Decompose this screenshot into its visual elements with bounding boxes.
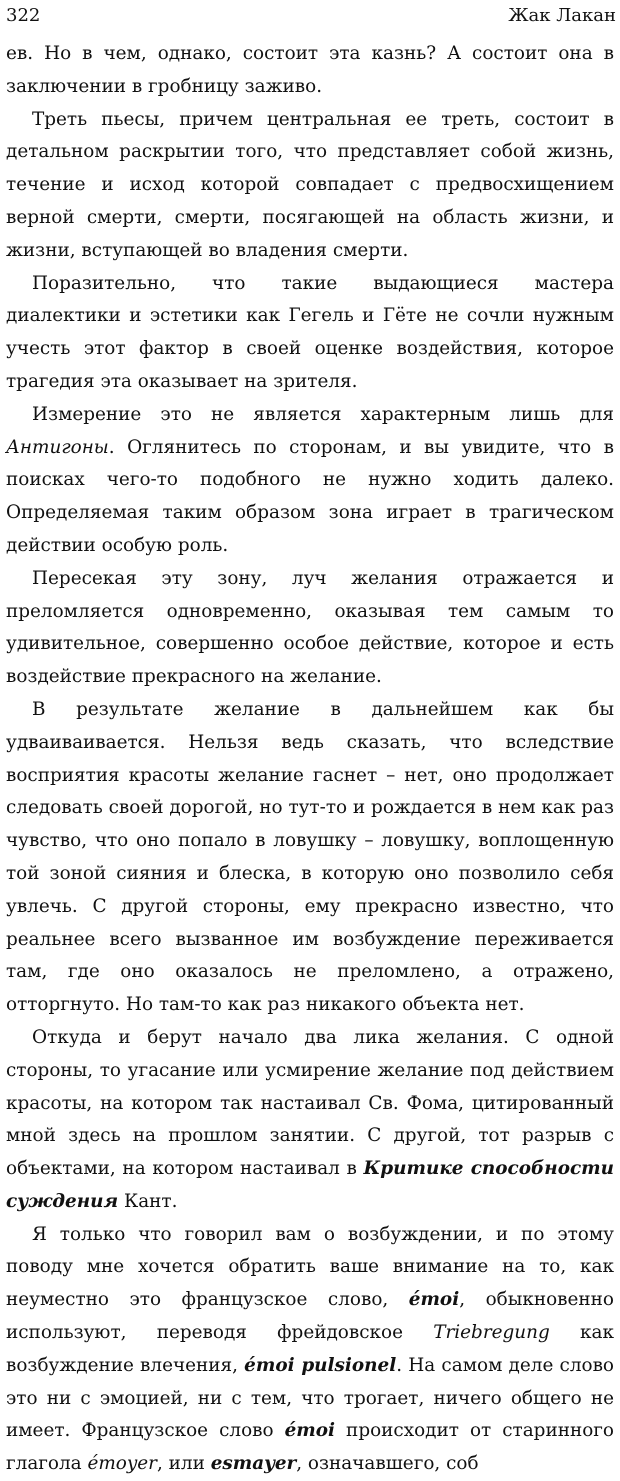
paragraph (6, 268, 614, 399)
paragraph (6, 563, 614, 694)
page-header (6, 0, 616, 30)
paragraph (6, 694, 614, 1022)
italic-text: Triebregung (433, 1322, 550, 1344)
emphasized-text: Критике способности суждения (6, 1158, 614, 1212)
paragraph (6, 1022, 614, 1219)
paragraph (6, 399, 614, 563)
emphasized-text: esmayer (210, 1453, 297, 1475)
text-run: Измерение это не является характерным лишь для (32, 403, 614, 425)
text-run: Треть пьесы, причем центральная ее треть, состоит в детальном раскрытии того, что представляет собой жизнь, течение и исход которой совпадает с предвосхищением верной смерти, смерти, посягающей на область жизни, и жизни, вступающей во владения смерти. (6, 108, 614, 261)
text-run: Пересекая эту зону, луч желания отражается и преломляется одновременно, оказывая тем самым то удивительное, совершенно особое действие, которое и есть воздействие прекрасного на желание. (6, 567, 614, 688)
body-text (6, 38, 614, 1481)
text-run: , обыкновенно используют, переводя фрейдовское (6, 1289, 614, 1344)
text-run: ев. Но в чем, однако, состоит эта казнь? А состоит она в заключении в гробницу заживо. (6, 43, 614, 97)
page-number: 322 (6, 4, 41, 26)
text-run: . На самом деле слово это ни с эмоцией, ни с тем, что трогает, ничего общего не имеет. Французское слово (6, 1354, 614, 1442)
text-run: Я только что говорил вам о возбуждении, и по этому поводу мне хочется обратить ваше внимание на то, как неуместно это французское слово, (6, 1223, 614, 1311)
paragraph (6, 38, 614, 104)
text-run: В результате желание в дальнейшем как бы удваиваивается. Нельзя ведь сказать, что вследствие восприятия красоты желание гаснет – нет, оно продолжает следовать своей дорогой, но тут-то и рождается в нем как раз чувство, что оно попало в ловушку – ловушку, воплощенную той зоной сияния и блеска, в которую оно позволило себя увлечь. С другой стороны, ему прекрасно известно, что реальнее всего вызванное им возбуждение переживается там, где оно оказалось не преломлено, а отражено, отторгнуто. Но там-то как раз никакого объекта нет. (6, 698, 614, 1016)
text-run: , означавшего, соб (296, 1453, 479, 1475)
emphasized-text: émoi (408, 1289, 460, 1311)
emphasized-text: émoi (284, 1420, 336, 1442)
emphasized-text: émoi pulsionel (244, 1354, 397, 1376)
text-run: Откуда и берут начало два лика желания. С одной стороны, то угасание или усмирение желание под действием красоты, на котором так настаивал Св. Фома, цитированный мной здесь на прошлом занятии. С другой, тот разрыв с объектами, на котором настаивал в (6, 1026, 614, 1180)
italic-text: Антигоны (6, 436, 109, 458)
running-head: Жак Лакан (508, 4, 616, 26)
text-run: , или (156, 1453, 211, 1475)
paragraph (6, 104, 614, 268)
text-run: . Оглянитесь по сторонам, и вы увидите, что в поисках чего-то подобного не нужно ходить далеко. Определяемая таким образом зона играет в трагическом действии особую роль. (6, 436, 614, 556)
text-run: Поразительно, что такие выдающиеся мастера диалектики и эстетики как Гегель и Гёте не сочли нужным учесть этот фактор в своей оценке воздействия, которое трагедия эта оказывает на зрителя. (6, 272, 614, 392)
paragraph (6, 1219, 614, 1481)
text-run: как возбуждение влечения, (6, 1322, 614, 1376)
italic-text: émoyer (87, 1453, 157, 1475)
text-run: Кант. (118, 1190, 178, 1212)
text-run: происходит от старинного глагола (6, 1420, 614, 1475)
